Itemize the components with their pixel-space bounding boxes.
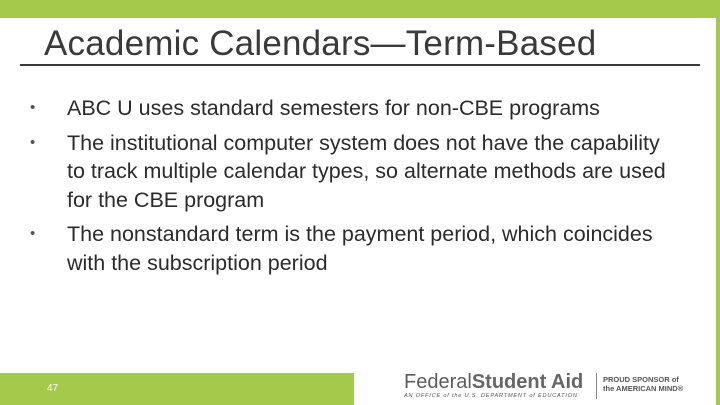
- page-number: 47: [47, 383, 59, 394]
- logo-sponsor-line-1: PROUD SPONSOR of: [603, 375, 679, 384]
- title-underline: [20, 64, 700, 66]
- bullet-item: [30, 94, 670, 123]
- federal-student-aid-logo: [404, 371, 696, 401]
- top-accent-bar: [0, 0, 720, 18]
- bullet-dot-icon: •: [30, 99, 36, 116]
- bullet-list: [30, 94, 670, 283]
- logo-sponsor-line-2: the AMERICAN MIND®: [603, 384, 684, 393]
- bullet-text: ABC U uses standard semesters for non-CBE programs: [67, 96, 600, 120]
- bullet-text: The institutional computer system does not have the capability to track multiple calendar types, so alternate methods are used for the CBE program: [67, 130, 666, 212]
- logo-wordmark: [404, 371, 583, 394]
- logo-tagline: AN OFFICE of the U.S. DEPARTMENT of EDUCATION: [404, 393, 578, 399]
- right-accent-bar: [716, 18, 720, 405]
- logo-divider: [596, 373, 597, 399]
- logo-federal-text: Federal: [404, 371, 472, 393]
- bullet-dot-icon: •: [30, 133, 36, 151]
- logo-student-aid-text: Student Aid: [471, 371, 584, 393]
- bullet-dot-icon: •: [30, 225, 36, 242]
- bullet-item: [30, 220, 670, 277]
- slide-title: Academic Calendars—Term-Based: [44, 24, 597, 63]
- bullet-item: [30, 129, 670, 215]
- bullet-text: The nonstandard term is the payment period, which coincides with the subscription period: [67, 222, 653, 275]
